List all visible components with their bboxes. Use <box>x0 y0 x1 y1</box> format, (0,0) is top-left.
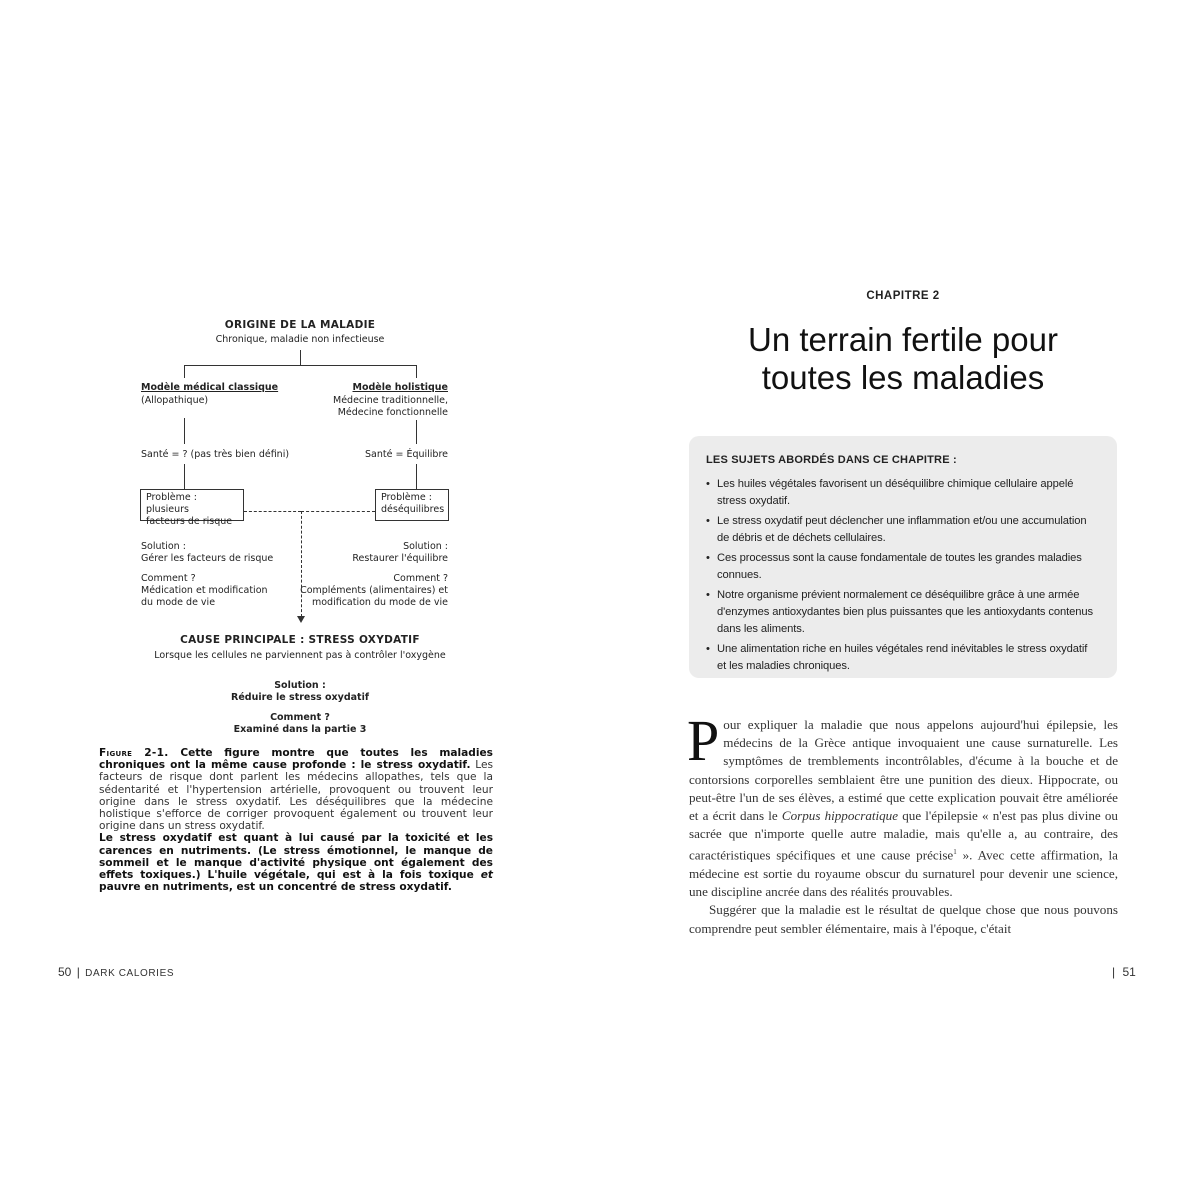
caption-bold-part1: Le stress oxydatif est quant à lui causé par la toxicité et les carences en nutriments. (Le stress émotionnel, le manque de sommeil et le manque d'activité physique ont également des effets toxiques.) L'huile végétale, qui est à la fois toxique <box>99 832 493 882</box>
holistic-health-definition: Santé = Équilibre <box>365 449 448 460</box>
connector-left-2 <box>184 464 185 489</box>
chapter-body-text <box>687 708 1118 938</box>
classical-solution-text: Gérer les facteurs de risque <box>141 553 274 564</box>
caption-bold-intro: Cette figure montre que toutes les maladies chroniques ont la même cause profonde : le stress oxydatif. <box>99 747 493 772</box>
main-cause-how-text: Examiné dans la partie 3 <box>233 724 367 735</box>
caption-bold-italic: et <box>480 869 493 882</box>
left-page-number: 50 <box>58 965 72 979</box>
list-item: • Le stress oxydatif peut déclencher une inflammation et/ou une accumulation de débris et de déchets cellulaires. <box>706 513 1096 547</box>
running-book-title: DARK CALORIES <box>85 968 175 979</box>
holistic-solution-label: Solution : <box>403 541 448 552</box>
chapter-topics-box <box>689 436 1117 678</box>
chapter-title <box>688 321 1118 397</box>
holistic-model-subheading-1: Médecine traditionnelle, <box>333 395 448 406</box>
classical-health-definition: Santé = ? (pas très bien défini) <box>141 449 290 460</box>
classical-how-line1: Médication et modification <box>141 585 268 596</box>
holistic-solution <box>290 541 448 565</box>
connector-left-1 <box>184 418 185 444</box>
main-cause-solution-label: Solution : <box>274 680 326 691</box>
list-item: • Les huiles végétales favorisent un déséquilibre chimique cellulaire appelé stress oxydatif. <box>706 476 1096 510</box>
dashed-link-down <box>301 511 302 617</box>
footnote-marker[interactable]: 1 <box>953 848 957 857</box>
classical-problem-line2: facteurs de risque <box>146 516 233 527</box>
classical-how <box>141 573 268 609</box>
connector-right-2 <box>416 464 417 489</box>
body-paragraph-1 <box>687 708 1118 901</box>
diagram-title: ORIGINE DE LA MALADIE <box>224 319 376 331</box>
connector-right-drop <box>416 365 417 378</box>
chapter-title-line2: toutes les maladies <box>761 359 1045 396</box>
topics-list <box>706 476 1096 678</box>
holistic-how <box>290 573 448 609</box>
body-p1-part2: que l'épilepsie « n'est pas plus divine ou sacrée que n'importe quelle autre maladie, mais qu'elle a, au contraire, des caractéristiques spécifiques et une cause précise <box>689 808 1118 863</box>
classical-solution-label: Solution : <box>141 541 186 552</box>
right-folio <box>1112 965 1136 979</box>
caption-regular-text: Les facteurs de risque dont parlent les médecins allopathes, tels que la sédentarité et l'hypertension artérielle, provoquent ou trouvent leur origine dans le stress oxydatif. Les déséquilibres que la médecine holistique s'efforce de corriger provoquent également ou trouvent leur origine dans un stress oxydatif. <box>99 759 493 833</box>
left-folio-separator: | <box>76 965 80 979</box>
body-p1-italic: Corpus hippocratique <box>781 808 899 824</box>
right-folio-separator: | <box>1112 965 1116 979</box>
chapter-title-line1: Un terrain fertile pour <box>748 321 1058 358</box>
holistic-problem-line1: Problème : <box>381 492 432 503</box>
classical-problem-line1: Problème : plusieurs <box>146 492 197 515</box>
body-paragraph-2: Suggérer que la maladie est le résultat de quelque chose que nous pouvons comprendre peut sembler élémentaire, mais à l'époque, c'était <box>689 902 1118 936</box>
classical-how-label: Comment ? <box>141 573 196 584</box>
body-p1-part3: ». Avec cette affirmation, la médecine est sortie du royaume obscur du surnaturel pour devenir une science, une discipline ancrée dans des réalités prouvables. <box>689 847 1118 900</box>
connector-left-drop <box>184 365 185 378</box>
body-p1-part1: our expliquer la maladie que nous appelons aujourd'hui épilepsie, les médecins de la Grèce antique invoquaient une cause surnaturelle. Les symptômes de tremblements incontrôlables, d'écume à la bouche et de contorsions corporelles semblaient être une punition des dieux. Hippocrate, ou peut-être l'un de ses élèves, a estimé que cette explication pouvait être améliorée et a écrit dans le <box>689 717 1118 824</box>
connector-top-horizontal <box>184 365 417 366</box>
left-folio <box>58 965 174 979</box>
classical-model-subheading: (Allopathique) <box>141 395 209 406</box>
dashed-link-left <box>244 511 301 512</box>
classical-solution <box>141 541 273 565</box>
holistic-how-label: Comment ? <box>393 573 448 584</box>
caption-bold-part2: pauvre en nutriments, est un concentré de stress oxydatif. <box>99 881 452 894</box>
classical-problem-box <box>140 489 244 527</box>
caption-paragraph-1 <box>99 747 493 832</box>
caption-paragraph-2 <box>99 832 493 893</box>
chapter-label: CHAPITRE 2 <box>866 290 940 302</box>
disease-origin-diagram <box>0 0 600 760</box>
figure-label: Figure 2-1. <box>99 747 169 759</box>
main-cause-how <box>200 712 400 736</box>
holistic-problem-line2: déséquilibres <box>381 504 445 515</box>
figure-caption <box>99 747 493 893</box>
holistic-how-line1: Compléments (alimentaires) et <box>300 585 448 596</box>
right-page-number: 51 <box>1122 965 1136 979</box>
main-cause-subtitle: Lorsque les cellules ne parviennent pas à contrôler l'oxygène <box>154 650 446 661</box>
list-item: • Ces processus sont la cause fondamentale de toutes les grandes maladies connues. <box>706 550 1096 584</box>
holistic-model-heading: Modèle holistique <box>352 382 448 393</box>
dashed-link-right <box>301 511 375 512</box>
drop-cap: P <box>687 708 720 773</box>
arrow-down-icon <box>297 616 305 623</box>
main-cause-title: CAUSE PRINCIPALE : STRESS OXYDATIF <box>180 634 420 646</box>
main-cause-solution <box>200 680 400 704</box>
topics-heading: LES SUJETS ABORDÉS DANS CE CHAPITRE : <box>706 454 957 466</box>
main-cause-how-label: Comment ? <box>270 712 330 723</box>
list-item: • Une alimentation riche en huiles végétales rend inévitables le stress oxydatif et les maladies chroniques. <box>706 641 1096 675</box>
holistic-solution-text: Restaurer l'équilibre <box>352 553 448 564</box>
main-cause-solution-text: Réduire le stress oxydatif <box>231 692 369 703</box>
list-item: • Notre organisme prévient normalement ce déséquilibre grâce à une armée d'enzymes antioxydantes bien plus puissantes que les antioxydants contenus dans les aliments. <box>706 587 1096 638</box>
diagram-subtitle: Chronique, maladie non infectieuse <box>215 334 385 345</box>
holistic-model-subheading-2: Médecine fonctionnelle <box>337 407 448 418</box>
holistic-problem-box <box>375 489 449 521</box>
connector-root-vertical <box>300 350 301 365</box>
connector-right-1 <box>416 420 417 444</box>
classical-model-heading: Modèle médical classique <box>141 382 279 393</box>
holistic-how-line2: modification du mode de vie <box>311 597 448 608</box>
classical-how-line2: du mode de vie <box>141 597 216 608</box>
